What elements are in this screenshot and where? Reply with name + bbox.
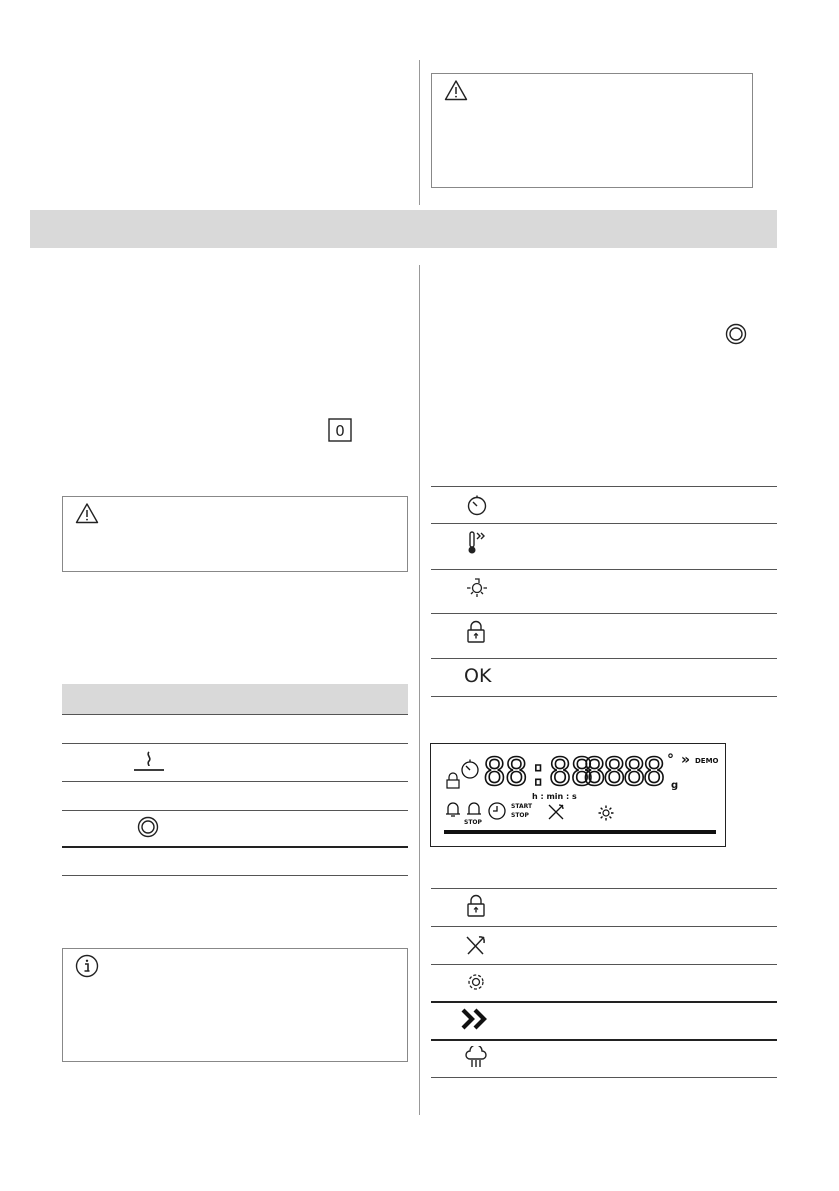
end-time-icon (487, 801, 507, 821)
table-rule (62, 875, 408, 876)
table-rule (62, 846, 408, 848)
table-rule (62, 743, 408, 744)
timer-icon (466, 494, 488, 516)
list-rule (431, 964, 777, 965)
lock-icon (466, 620, 486, 644)
list-rule (431, 523, 777, 524)
time-unit-label: h : min : s (532, 792, 577, 801)
table-rule (62, 810, 408, 811)
lock-icon (445, 772, 461, 790)
lamp-icon (464, 576, 490, 602)
table-rule (62, 781, 408, 782)
gear-icon (465, 971, 487, 993)
progress-bar (444, 830, 716, 834)
degree-sign: ° (667, 752, 674, 768)
steam-cloud-icon (464, 1046, 488, 1070)
core-temperature-sensor-icon (466, 530, 490, 556)
stop-label-small: STOP (464, 819, 482, 826)
list-rule (431, 888, 777, 889)
list-rule (431, 613, 777, 614)
list-rule (431, 696, 777, 697)
warning-icon (444, 79, 468, 101)
list-rule (431, 1001, 777, 1003)
start-label: START (511, 803, 533, 810)
column-divider-top (419, 60, 420, 205)
bell-stop-icon (465, 800, 483, 816)
bell-icon (444, 800, 462, 818)
list-rule (431, 1039, 777, 1041)
ring-button-icon (137, 816, 159, 838)
list-rule (431, 569, 777, 570)
gear-icon (597, 804, 615, 822)
info-box (62, 948, 408, 1062)
fast-heat-icon (461, 1008, 493, 1030)
cutlery-icon (464, 934, 488, 956)
lock-icon (466, 894, 486, 918)
info-icon (75, 954, 99, 978)
warning-box-left (62, 496, 408, 572)
list-rule (431, 486, 777, 487)
display-panel (430, 743, 726, 847)
list-rule (431, 658, 777, 659)
warning-box-top (431, 73, 753, 188)
list-rule (431, 926, 777, 927)
steam-line-icon (132, 750, 166, 774)
section-header-bar (30, 210, 777, 248)
table-rule (62, 714, 408, 715)
stop-label: STOP (511, 812, 529, 819)
svg-text:0: 0 (335, 422, 345, 440)
ring-button-icon (725, 323, 747, 345)
gram-unit: g (671, 780, 679, 791)
column-divider-main (419, 265, 420, 1115)
warning-icon (75, 502, 99, 524)
list-rule (431, 1077, 777, 1078)
zero-button-icon (328, 418, 352, 442)
fast-heat-indicator: » (681, 752, 691, 768)
time-digits: 88:88 (483, 750, 593, 794)
cutlery-icon (546, 802, 566, 822)
demo-label: DEMO (695, 757, 719, 765)
ok-icon: OK (464, 665, 492, 687)
table-header (62, 684, 408, 714)
timer-icon (459, 758, 481, 780)
weight-digits: 8888 (583, 750, 663, 794)
